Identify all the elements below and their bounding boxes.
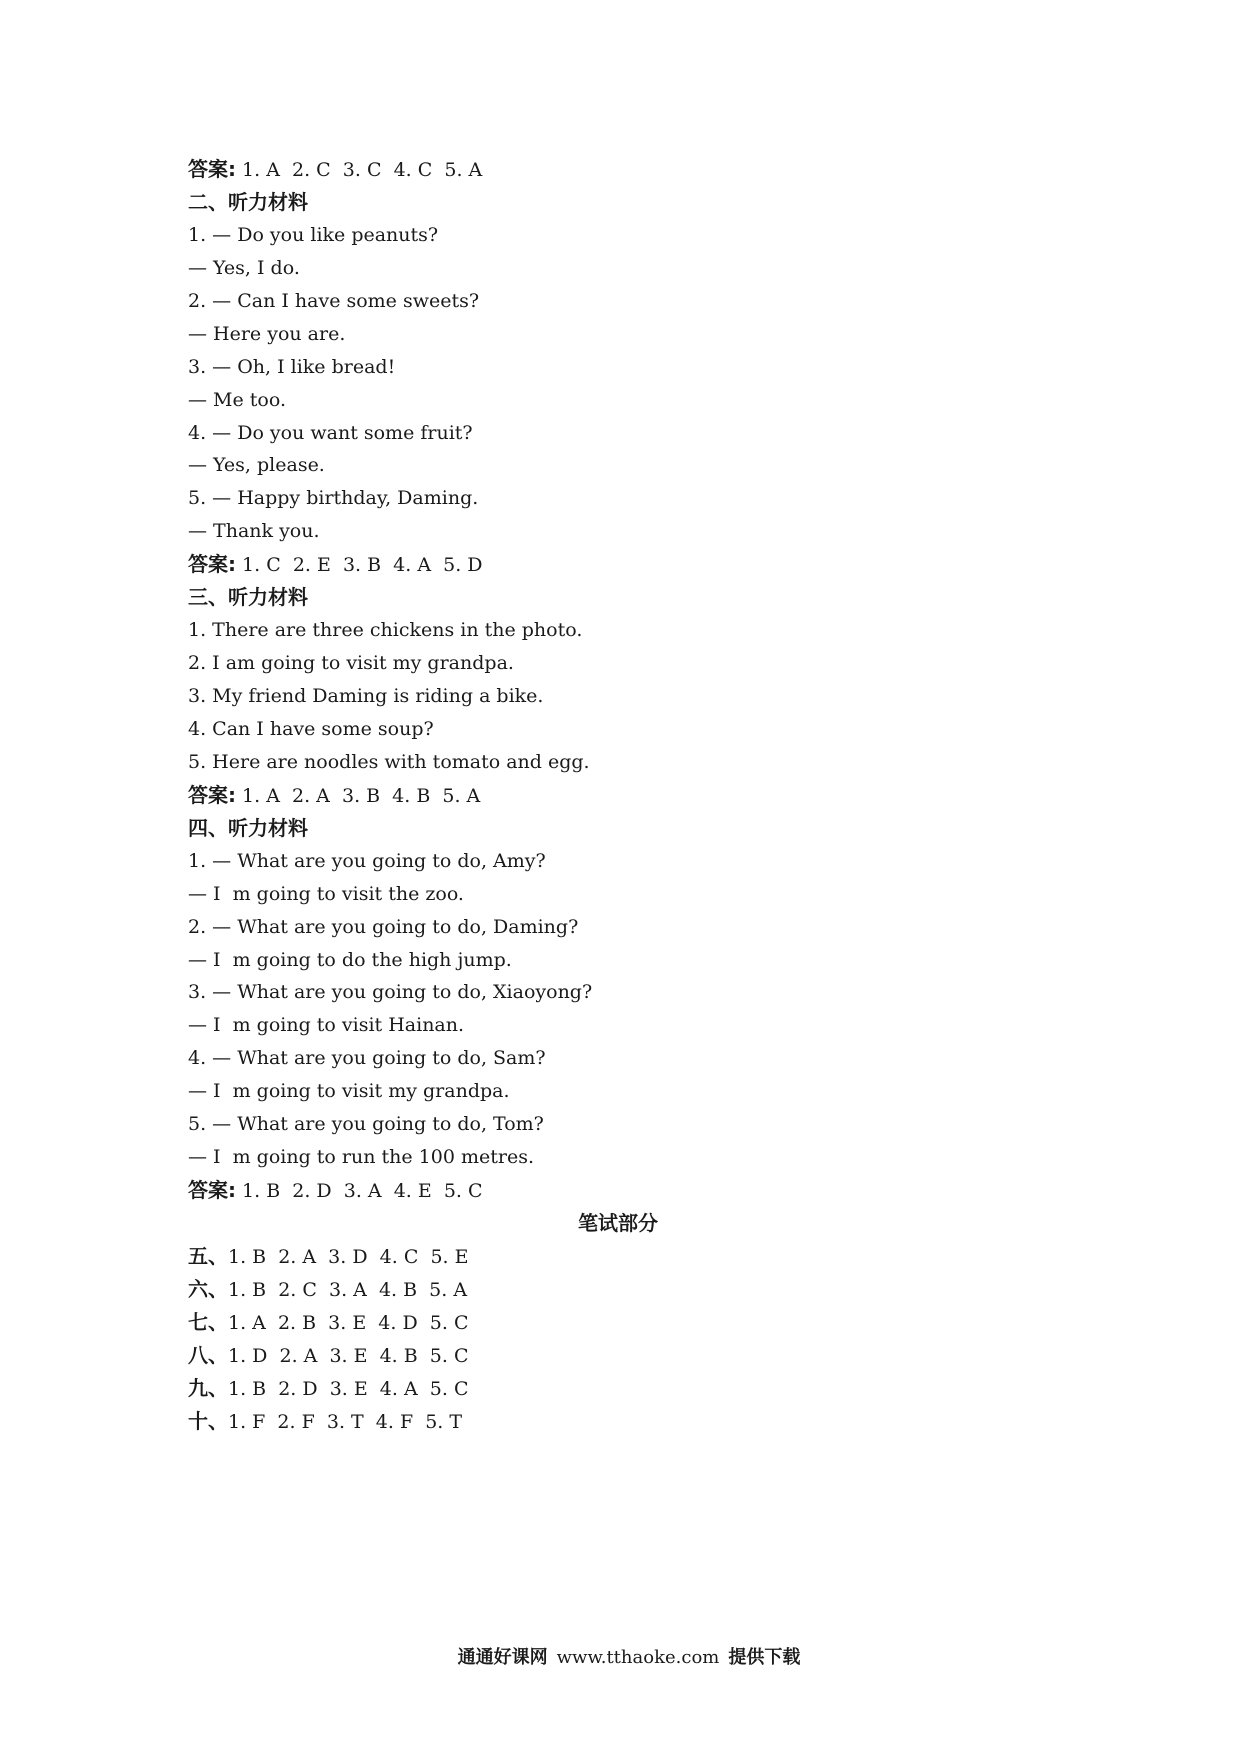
transcript-line: 5. — What are you going to do, Tom? <box>188 1113 544 1136</box>
footer-suffix: 提供下载 <box>728 1647 801 1668</box>
answer-values: 1. B 2. D 3. A 4. E 5. C <box>236 1180 483 1203</box>
section-heading: 二、听力材料 <box>188 189 308 214</box>
footer-site-name: 通通好课网 <box>457 1647 548 1668</box>
transcript-line: — Here you are. <box>188 322 346 345</box>
answer-key-content <box>188 153 1048 1438</box>
transcript-line: 1. — Do you like peanuts? <box>188 223 439 246</box>
transcript-line: — Yes, I do. <box>188 256 300 279</box>
transcript-line: — Yes, please. <box>188 454 325 477</box>
transcript-line: — I m going to visit the zoo. <box>188 882 464 905</box>
footer-url[interactable]: www.tthaoke.com <box>556 1647 720 1668</box>
answer-line <box>188 548 1048 581</box>
answer-label: 十、 <box>188 1408 228 1433</box>
transcript-line: 1. There are three chickens in the photo. <box>188 619 583 642</box>
answer-line <box>188 1339 1048 1372</box>
section-heading: 三、听力材料 <box>188 585 308 610</box>
answer-label: 答案: <box>188 552 236 577</box>
answer-label: 答案: <box>188 782 236 807</box>
answer-label: 答案: <box>188 157 236 181</box>
answer-values: 1. B 2. C 3. A 4. B 5. A <box>228 1278 468 1301</box>
transcript-line: 2. I am going to visit my grandpa. <box>188 652 514 675</box>
section-heading: 四、听力材料 <box>188 815 308 840</box>
transcript-line: 5. — Happy birthday, Daming. <box>188 487 479 510</box>
answer-label: 七、 <box>188 1309 228 1334</box>
answer-label: 答案: <box>188 1178 236 1203</box>
transcript-line: 3. — What are you going to do, Xiaoyong? <box>188 981 593 1004</box>
transcript-line: 2. — Can I have some sweets? <box>188 289 480 312</box>
answer-label: 九、 <box>188 1375 228 1400</box>
transcript-line: — I m going to visit my grandpa. <box>188 1080 510 1103</box>
answer-values: 1. A 2. C 3. C 4. C 5. A <box>236 159 483 181</box>
transcript-line: 4. Can I have some soup? <box>188 717 434 740</box>
transcript-line: — I m going to do the high jump. <box>188 948 512 971</box>
answer-label: 八、 <box>188 1342 228 1367</box>
answer-line <box>188 779 1048 812</box>
transcript-line: 1. — What are you going to do, Amy? <box>188 849 546 872</box>
transcript-line: — I m going to run the 100 metres. <box>188 1146 534 1169</box>
page-footer <box>0 1622 1240 1690</box>
answer-values: 1. B 2. D 3. E 4. A 5. C <box>228 1377 469 1400</box>
answer-line <box>188 1306 1048 1339</box>
answer-values: 1. A 2. A 3. B 4. B 5. A <box>236 784 481 807</box>
transcript-line: 3. — Oh, I like bread! <box>188 355 396 378</box>
transcript-line: 4. — Do you want some fruit? <box>188 421 473 444</box>
answer-label: 六、 <box>188 1276 228 1301</box>
answer-line <box>188 1372 1048 1405</box>
answer-values: 1. C 2. E 3. B 4. A 5. D <box>236 554 483 577</box>
transcript-line: — I m going to visit Hainan. <box>188 1014 465 1037</box>
answer-line <box>188 1240 1048 1273</box>
section-title: 笔试部分 <box>578 1211 658 1235</box>
answer-line <box>188 153 1048 186</box>
answer-values: 1. A 2. B 3. E 4. D 5. C <box>228 1311 469 1334</box>
transcript-line: — Thank you. <box>188 520 320 543</box>
answer-line <box>188 1174 1048 1207</box>
transcript-line: — Me too. <box>188 388 286 411</box>
answer-line <box>188 1405 1048 1438</box>
answer-values: 1. B 2. A 3. D 4. C 5. E <box>228 1245 469 1268</box>
answer-label: 五、 <box>188 1243 228 1268</box>
transcript-line: 5. Here are noodles with tomato and egg. <box>188 750 590 773</box>
answer-values: 1. D 2. A 3. E 4. B 5. C <box>228 1344 469 1367</box>
transcript-line: 2. — What are you going to do, Daming? <box>188 915 579 938</box>
transcript-line: 4. — What are you going to do, Sam? <box>188 1047 546 1070</box>
answer-line <box>188 1273 1048 1306</box>
transcript-line: 3. My friend Daming is riding a bike. <box>188 685 544 707</box>
answer-values: 1. F 2. F 3. T 4. F 5. T <box>228 1410 463 1433</box>
